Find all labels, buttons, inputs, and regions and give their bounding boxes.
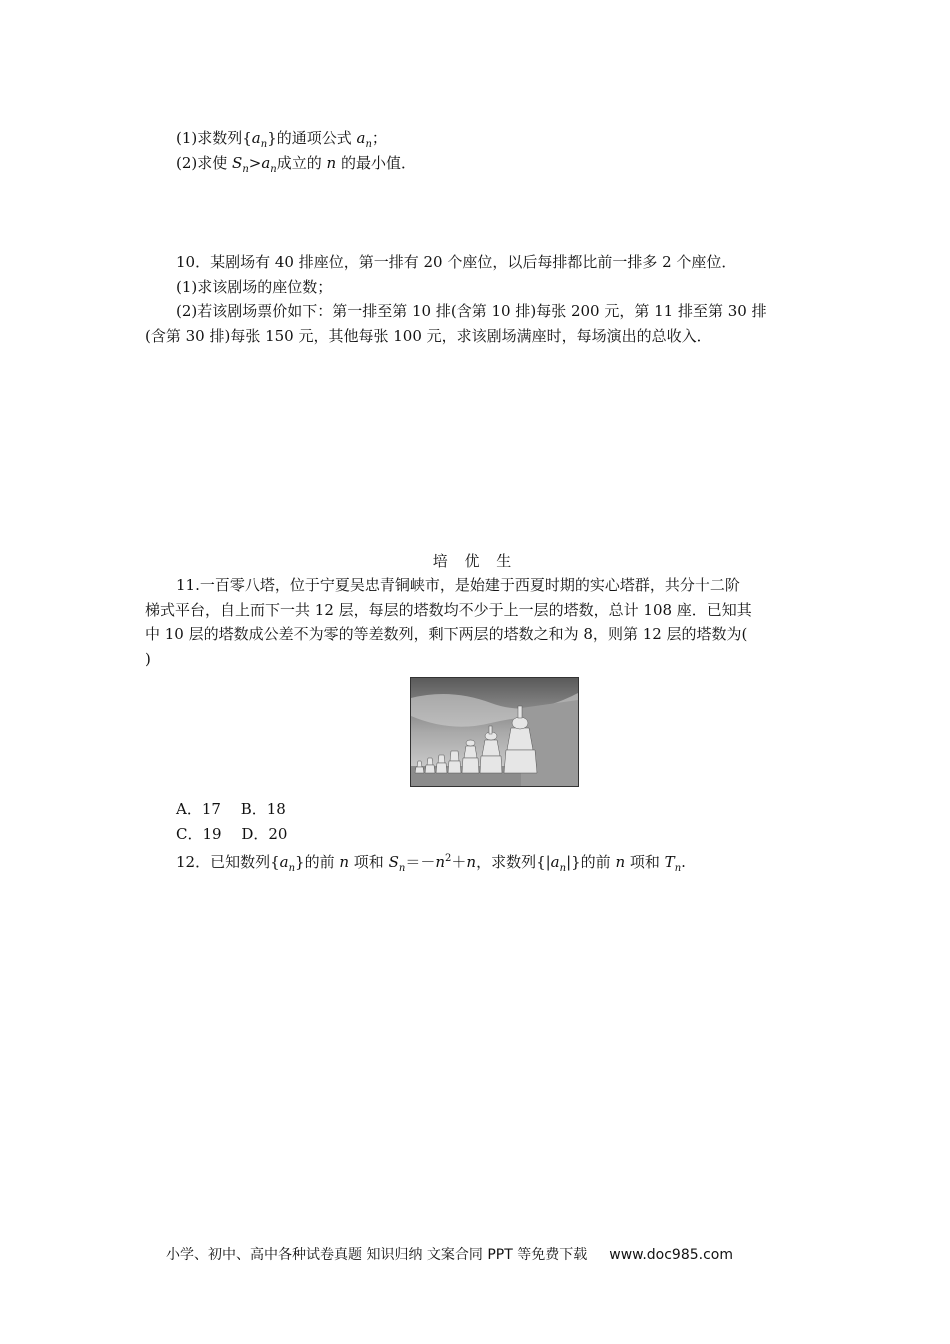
text: ＋ xyxy=(451,853,467,871)
sub-n: n xyxy=(288,863,296,874)
q9-part2 xyxy=(176,153,416,180)
var-n: n xyxy=(435,853,445,871)
var-T: T xyxy=(664,853,675,871)
q12-stem xyxy=(176,849,686,879)
var-n: n xyxy=(326,154,337,172)
sup-2: 2 xyxy=(445,853,452,864)
var-a: a xyxy=(251,129,261,147)
var-S: S xyxy=(232,154,243,172)
footer-site-link[interactable]: www.doc985.com xyxy=(609,1247,733,1263)
q10-stem: 10．某剧场有 40 排座位，第一排有 20 个座位，以后每排都比前一排多 2 个座位． xyxy=(176,253,737,271)
var-S: S xyxy=(388,853,399,871)
var-a: a xyxy=(550,853,560,871)
q10-part2-line1: (2)若该剧场票价如下：第一排至第 10 排(含第 10 排)每张 200 元，第 11 排至第 30 排 xyxy=(176,302,767,320)
text: |}的前 xyxy=(566,853,616,871)
pagoda-photo xyxy=(410,677,579,787)
text: 的最小值． xyxy=(336,154,416,172)
sub-n: n xyxy=(559,863,567,874)
var-a: a xyxy=(356,129,366,147)
text: 项和 xyxy=(349,853,389,871)
page-footer xyxy=(166,1244,733,1264)
text: 项和 xyxy=(625,853,665,871)
sub-n: n xyxy=(260,139,268,150)
sub-n: n xyxy=(365,139,372,150)
text: (1)求数列{ xyxy=(176,129,252,147)
var-n: n xyxy=(339,853,350,871)
text: }的前 xyxy=(295,853,340,871)
footer-text: 小学、初中、高中各种试卷真题 知识归纳 文案合同 PPT 等免费下载 xyxy=(166,1247,588,1263)
text: }的通项公式 xyxy=(267,129,357,147)
q10-part2-line2: (含第 30 排)每张 150 元，其他每张 100 元，求该剧场满座时，每场演出的总收入． xyxy=(145,327,712,345)
q9-part1 xyxy=(176,128,387,155)
text: 12．已知数列{ xyxy=(176,853,280,871)
section-title: 培 优 生 xyxy=(432,552,518,570)
q11-line4: ) xyxy=(145,650,151,668)
var-a: a xyxy=(261,154,271,172)
var-n: n xyxy=(615,853,626,871)
sub-n: n xyxy=(674,863,682,874)
text: ，求数列{| xyxy=(476,853,551,871)
pagoda-photo-svg xyxy=(411,678,578,786)
sub-n: n xyxy=(270,164,277,175)
text: > xyxy=(248,154,262,172)
text: 成立的 xyxy=(276,154,327,172)
text: ； xyxy=(371,129,387,147)
q11-line1: 11.一百零八塔，位于宁夏吴忠青铜峡市，是始建于西夏时期的实心塔群，共分十二阶 xyxy=(176,576,740,594)
q11-line2: 梯式平台，自上而下一共 12 层，每层的塔数均不少于上一层的塔数，总计 108 座．已知其 xyxy=(145,601,752,619)
text: (2)求使 xyxy=(176,154,233,172)
var-a: a xyxy=(279,853,289,871)
q11-line3: 中 10 层的塔数成公差不为零的等差数列，剩下两层的塔数之和为 8，则第 12 层的塔数为( xyxy=(145,625,748,643)
var-n: n xyxy=(466,853,477,871)
q11-options-row1: A．17 B．18 xyxy=(176,800,286,818)
sub-n: n xyxy=(242,164,249,175)
sub-n: n xyxy=(398,863,406,874)
q10-part1: (1)求该剧场的座位数； xyxy=(176,278,333,296)
text: . xyxy=(681,853,686,871)
q11-options-row2: C．19 D．20 xyxy=(176,825,288,843)
text: ＝－ xyxy=(405,853,436,871)
